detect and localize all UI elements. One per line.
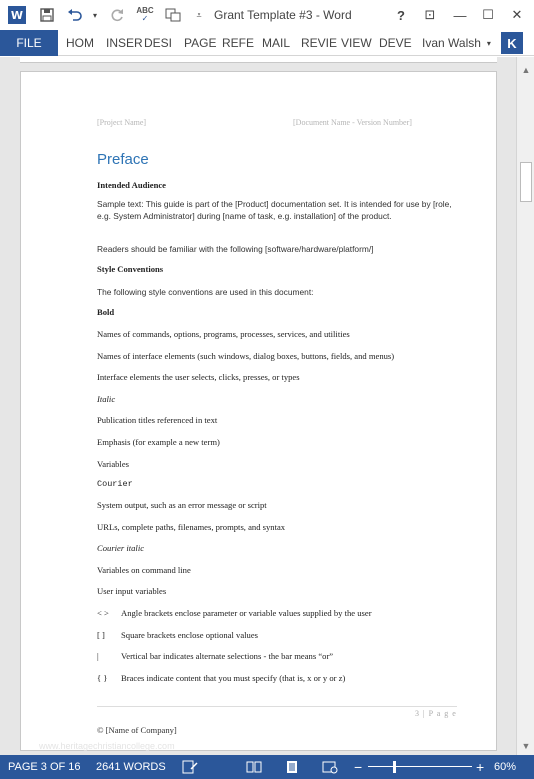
tab-view[interactable]: VIEW [341, 36, 372, 50]
courier-italic-label: Courier italic [97, 543, 145, 553]
header-project-name: [Project Name] [97, 118, 147, 127]
header-document-name: [Document Name - Version Number] [293, 118, 412, 127]
user-account[interactable] [422, 30, 491, 56]
vertical-bar-description: Vertical bar indicates alternate selections - the bar means “or” [121, 651, 334, 661]
courier-italic-description: User input variables [97, 586, 167, 596]
touch-mode-icon[interactable] [164, 6, 182, 24]
ribbon-display-options-icon[interactable]: ⊡ [424, 7, 436, 22]
minimize-button[interactable]: — [453, 7, 467, 23]
tab-home[interactable]: HOM [66, 36, 94, 50]
user-name: Ivan Walsh [422, 36, 481, 50]
print-layout-icon[interactable] [284, 755, 300, 779]
italic-description: Variables [97, 459, 129, 469]
intended-audience-heading: Intended Audience [97, 180, 167, 190]
page-count[interactable]: PAGE 3 OF 16 [8, 761, 81, 773]
courier-label: Courier [97, 479, 133, 489]
sample-text-paragraph: Sample text: This guide is part of the [Product] documentation set. It is intended for use by [role, e.g. System Administrator] during [name of task, e.g. installation] of the product. [97, 199, 452, 221]
zoom-slider[interactable] [368, 766, 472, 767]
zoom-out-button[interactable]: − [354, 759, 363, 775]
square-brackets-symbol: [ ] [97, 630, 105, 640]
page-number: 3 | P a g e [415, 709, 457, 718]
braces-symbol: { } [97, 673, 108, 683]
web-layout-icon[interactable] [322, 755, 338, 779]
courier-italic-description: Variables on command line [97, 565, 191, 575]
footer-divider [97, 706, 457, 707]
redo-icon[interactable] [108, 6, 126, 24]
bold-description: Names of interface elements (such windows, dialog boxes, buttons, fields, and menus) [97, 351, 395, 361]
window-title: Grant Template #3 - Word [214, 8, 352, 22]
zoom-level[interactable]: 60% [494, 761, 517, 773]
bold-description: Interface elements the user selects, clicks, presses, or types [97, 372, 300, 382]
italic-description: Publication titles referenced in text [97, 415, 218, 425]
tab-references[interactable]: REFE [222, 36, 255, 50]
vertical-bar-symbol: | [97, 651, 99, 661]
customize-qat-icon[interactable]: ⩡ [196, 9, 202, 20]
document-page[interactable] [20, 71, 497, 751]
read-mode-icon[interactable] [246, 755, 262, 779]
square-brackets-description: Square brackets enclose optional values [121, 630, 258, 640]
zoom-in-button[interactable]: + [476, 759, 485, 775]
avatar[interactable]: K [501, 32, 523, 54]
scroll-up-icon[interactable]: ▲ [521, 65, 531, 75]
tab-file[interactable]: FILE [0, 30, 58, 56]
footer-copyright: © [Name of Company] [97, 725, 177, 735]
help-button[interactable]: ? [397, 7, 405, 23]
courier-description: URLs, complete paths, filenames, prompts, and syntax [97, 522, 286, 532]
italic-label: Italic [97, 394, 116, 404]
braces-description: Braces indicate content that you must specify (that is, x or y or z) [121, 673, 346, 683]
save-icon[interactable] [38, 6, 56, 24]
watermark-text: www.heritagechristiancollege.com [39, 741, 175, 751]
readers-paragraph: Readers should be familiar with the following [software/hardware/platform/] [97, 244, 374, 254]
close-button[interactable]: ✕ [511, 7, 523, 22]
word-count[interactable]: 2641 WORDS [96, 761, 166, 773]
ribbon-tabs [0, 30, 534, 56]
spelling-icon[interactable]: ABC ✓ [136, 6, 154, 23]
previous-page-edge [20, 57, 497, 63]
vertical-scrollbar[interactable] [516, 57, 534, 755]
tab-page-layout[interactable]: PAGE [184, 36, 217, 50]
chevron-down-icon: ▾ [486, 38, 491, 48]
tab-design[interactable]: DESI [144, 36, 173, 50]
tab-developer[interactable]: DEVE [379, 36, 412, 50]
undo-dropdown-icon[interactable]: ▾ [92, 10, 97, 20]
scrollbar-thumb[interactable] [520, 162, 532, 202]
tab-insert[interactable]: INSER [106, 36, 143, 50]
status-bar [0, 755, 534, 779]
tab-review[interactable]: REVIE [301, 36, 338, 50]
scroll-down-icon[interactable]: ▼ [521, 741, 531, 751]
restore-button[interactable]: ☐ [482, 7, 494, 22]
bold-description: Names of commands, options, programs, processes, services, and utilities [97, 329, 350, 339]
conventions-intro: The following style conventions are used in this document: [97, 287, 314, 297]
zoom-slider-thumb[interactable] [393, 761, 396, 773]
style-conventions-heading: Style Conventions [97, 264, 164, 274]
angle-brackets-description: Angle brackets enclose parameter or variable values supplied by the user [121, 608, 372, 618]
tab-mailings[interactable]: MAIL [262, 36, 291, 50]
word-logo-icon[interactable]: W [8, 6, 26, 24]
page-title: Preface [97, 151, 149, 168]
proofing-icon[interactable] [182, 755, 198, 779]
italic-description: Emphasis (for example a new term) [97, 437, 220, 447]
undo-icon[interactable] [66, 6, 84, 24]
courier-description: System output, such as an error message or script [97, 500, 267, 510]
title-bar [0, 0, 534, 30]
document-area[interactable] [0, 57, 516, 755]
bold-label: Bold [97, 307, 115, 317]
angle-brackets-symbol: < > [97, 608, 109, 618]
